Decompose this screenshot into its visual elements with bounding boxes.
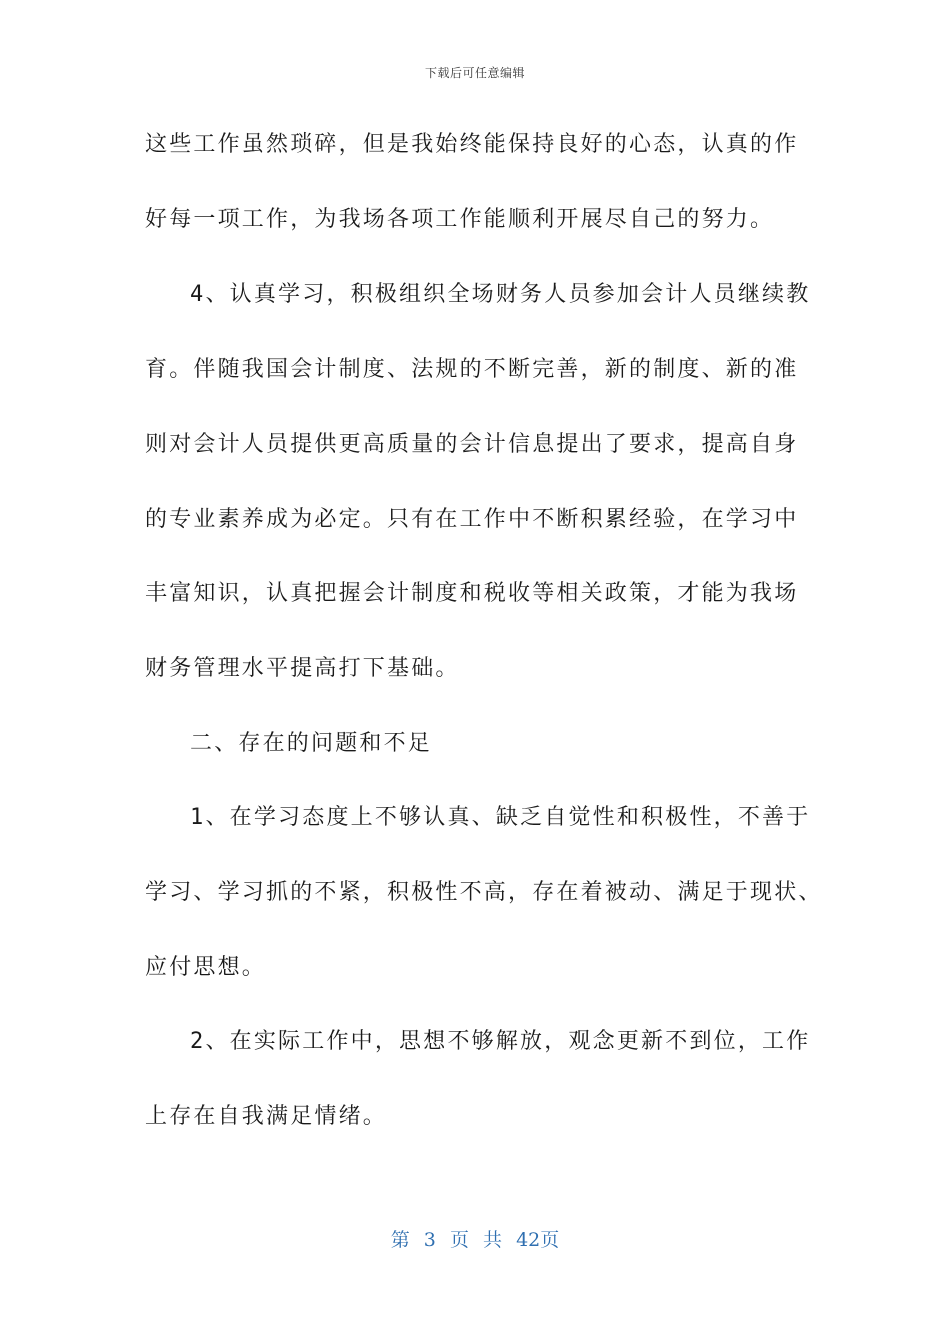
footer-total-pages: 42页 [516,1229,560,1251]
page-header: 下载后可任意编辑 [424,66,525,80]
body-line: 育。伴随我国会计制度、法规的不断完善，新的制度、新的准 [145,357,799,382]
footer-page-word: 页 [449,1229,469,1251]
body-line: 的专业素养成为必定。只有在工作中不断积累经验，在学习中 [145,507,799,532]
body-line: 上存在自我满足情绪。 [145,1104,388,1129]
body-line: 丰富知识，认真把握会计制度和税收等相关政策，才能为我场 [145,581,799,606]
body-line: 4、认真学习，积极组织全场财务人员参加会计人员继续教 [190,282,811,307]
body-line: 2、在实际工作中，思想不够解放，观念更新不到位，工作 [190,1029,811,1054]
page-footer [0,1225,950,1252]
footer-page-number: 3 [423,1229,436,1251]
body-line: 好每一项工作，为我场各项工作能顺利开展尽自己的努力。 [145,207,775,232]
footer-total-prefix: 共 [483,1229,503,1251]
body-line: 学习、学习抓的不紧，积极性不高，存在着被动、满足于现状、 [145,880,823,905]
body-line: 1、在学习态度上不够认真、缺乏自觉性和积极性，不善于 [190,805,811,830]
body-line: 这些工作虽然琐碎，但是我始终能保持良好的心态，认真的作 [145,132,799,157]
body-line: 应付思想。 [145,955,267,980]
body-line: 财务管理水平提高打下基础。 [145,656,460,681]
body-line: 则对会计人员提供更高质量的会计信息提出了要求，提高自身 [145,432,799,457]
footer-prefix: 第 [390,1229,410,1251]
section-heading: 二、存在的问题和不足 [190,731,433,756]
